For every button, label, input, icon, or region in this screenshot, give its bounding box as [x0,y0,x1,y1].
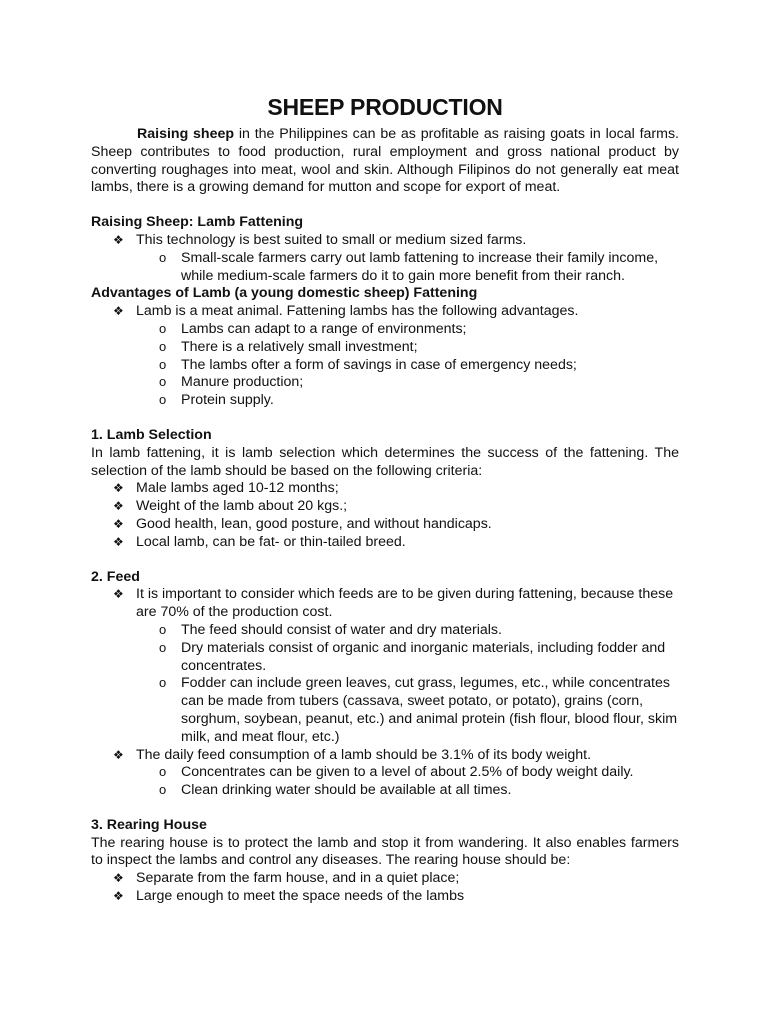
list-item [113,888,679,906]
sublist-item [159,782,679,800]
circle-bullet-icon: o [159,639,167,655]
spacer [91,197,679,214]
list-advantages [91,303,679,410]
diamond-bullet-icon: ❖ [113,516,124,531]
diamond-bullet-icon: ❖ [113,747,124,762]
diamond-bullet-icon: ❖ [113,304,124,319]
sublist-item-text: Lambs can adapt to a range of environments; [181,320,467,337]
heading-lamb-fattening: Raising Sheep: Lamb Fattening [91,214,304,231]
sublist-item-text: Fodder can include green leaves, cut grass, legumes, etc., while concentrates can be made from tubers (cassava, sweet potato, or potato), grains (corn, sorghum, soybean, peanut, etc.) and animal protein (fish flour, blood flour, skim milk, and meat flour, etc.) [181,675,678,745]
paragraph-rearing-house: The rearing house is to protect the lamb and stop it from wandering. It also enables farmers to inspect the lambs and control any diseases. The rearing house should be: [91,834,679,869]
list-item-text: Male lambs aged 10-12 months; [136,480,339,497]
diamond-bullet-icon: ❖ [113,232,124,247]
sublist-item [159,338,679,357]
circle-bullet-icon: o [159,320,167,336]
document-page [91,92,679,906]
list-rearing-house [91,870,679,906]
list-item [113,746,679,800]
list-feed [91,586,679,800]
circle-bullet-icon: o [159,374,167,390]
list-item-text: Separate from the farm house, and in a quiet place; [136,870,460,887]
paragraph-lamb-selection: In lamb fattening, it is lamb selection which determines the success of the fattening. The selection of the lamb should be based on the following criteria: [91,444,679,479]
intro-text: in the Philippines can be as profitable as raising goats in local farms. Sheep contributes to food production, rural employment and gross national product by converting roughages into meat, wool and skin. Although Filipinos do not generally eat meat lambs, there is a growing demand for mutton and scope for export of meat. [91,126,679,196]
sublist [136,764,679,800]
diamond-bullet-icon: ❖ [113,889,124,904]
sublist-item-text: Dry materials consist of organic and inorganic materials, including fodder and concentrates. [181,639,666,674]
sublist [136,250,679,286]
sublist-item [159,374,679,392]
list-item [113,480,679,498]
sublist-item [159,392,679,410]
sublist-item [159,621,679,640]
sublist-item-text: The feed should consist of water and dry materials. [181,621,502,638]
sublist [136,321,679,410]
list-item [113,515,679,534]
list-item-text: Weight of the lamb about 20 kgs.; [136,498,348,515]
sublist-item [159,249,679,286]
list-item-text: Large enough to meet the space needs of the lambs [136,888,465,905]
list-lamb-selection [91,480,679,551]
circle-bullet-icon: o [159,338,167,354]
list-item-text: This technology is best suited to small or medium sized farms. [136,231,527,248]
circle-bullet-icon: o [159,621,167,637]
sublist [136,622,679,747]
intro-paragraph [91,126,679,197]
list-item-text: The daily feed consumption of a lamb should be 3.1% of its body weight. [136,746,592,763]
sublist-item-text: Clean drinking water should be available at all times. [181,782,512,799]
list-item-text: Good health, lean, good posture, and without handicaps. [136,515,492,532]
list-item [113,870,679,888]
diamond-bullet-icon: ❖ [113,481,124,496]
circle-bullet-icon: o [159,764,167,780]
diamond-bullet-icon: ❖ [113,499,124,514]
diamond-bullet-icon: ❖ [113,871,124,886]
spacer [91,552,679,569]
sublist-item-text: The lambs ofter a form of savings in case of emergency needs; [181,356,577,373]
heading-lamb-selection: 1. Lamb Selection [91,426,212,443]
heading-advantages: Advantages of Lamb (a young domestic sheep) Fattening [91,285,478,302]
spacer [91,410,679,427]
sublist-item [159,356,679,375]
sublist-item-text: Protein supply. [181,392,274,409]
circle-bullet-icon: o [159,249,167,265]
list-item [113,533,679,552]
list-item [113,303,679,410]
list-item [113,498,679,516]
document-title: SHEEP PRODUCTION [267,94,503,120]
heading-feed: 2. Feed [91,568,140,585]
circle-bullet-icon: o [159,782,167,798]
sublist-item [159,320,679,339]
list-item-text: Local lamb, can be fat- or thin-tailed breed. [136,533,406,550]
sublist-item [159,639,679,676]
sublist-item [159,764,679,782]
circle-bullet-icon: o [159,356,167,372]
sublist-item-text: Manure production; [181,374,304,391]
sublist-item-text: There is a relatively small investment; [181,338,418,355]
list-item [113,586,679,746]
circle-bullet-icon: o [159,675,167,691]
list-item-text: Lamb is a meat animal. Fattening lambs has the following advantages. [136,303,579,320]
list-item-text: It is important to consider which feeds are to be given during fattening, because these are 70% of the production cost. [136,586,674,621]
diamond-bullet-icon: ❖ [113,587,124,602]
circle-bullet-icon: o [159,392,167,408]
spacer [91,800,679,817]
sublist-item-text: Small-scale farmers carry out lamb fattening to increase their family income, while medium-scale farmers do it to gain more benefit from their ranch. [181,249,659,284]
list-item [113,231,679,285]
sublist-item [159,675,679,746]
diamond-bullet-icon: ❖ [113,534,124,549]
heading-rearing-house: 3. Rearing House [91,816,207,833]
intro-lead: Raising sheep [137,126,235,142]
sublist-item-text: Concentrates can be given to a level of about 2.5% of body weight daily. [181,764,634,781]
list-lamb-fattening [91,232,679,285]
